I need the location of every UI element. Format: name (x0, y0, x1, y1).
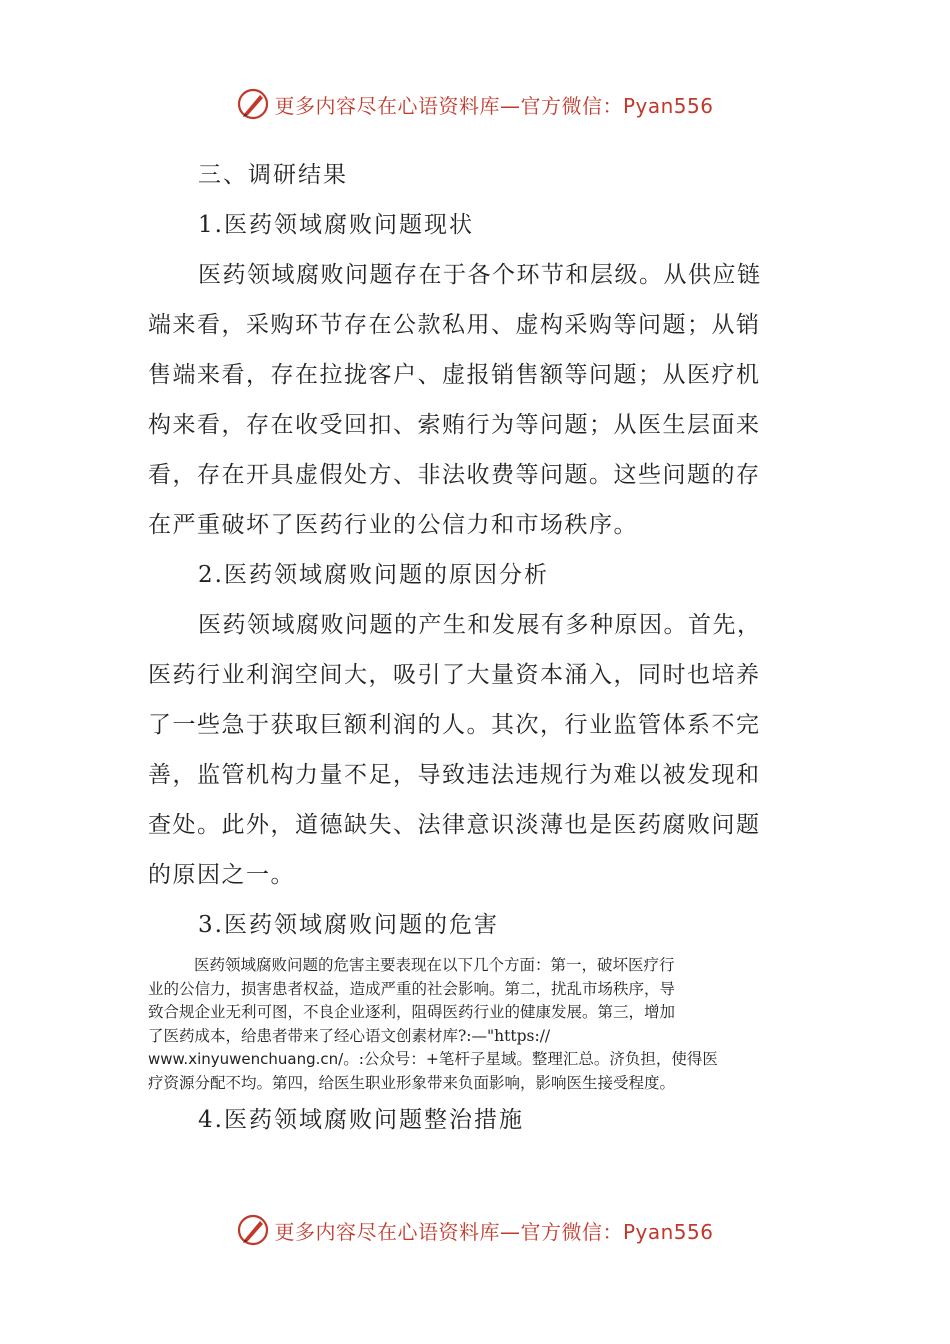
text-line: 医药领域腐败问题存在于各个环节和层级。从供应链 (198, 262, 762, 288)
text-fragment: 。:公众号：+笔杆子星域。整理汇总。济负担，使得医 (343, 1050, 718, 1068)
paragraph-status (148, 250, 788, 550)
text-line: 售端来看，存在拉拢客户、虚报销售额等问题；从医疗机 (148, 362, 761, 388)
footer-banner-text: 更多内容尽在心语资料库—官方微信：Pyan556 (274, 1219, 714, 1244)
subsection-title-2: 2.医药领域腐败问题的原因分析 (198, 562, 549, 588)
text-line (148, 1048, 788, 1072)
text-line: 业的公信力，损害患者权益，造成严重的社会影响。第二，扰乱市场秩序，导 (148, 979, 676, 998)
subsection-title-4: 4.医药领域腐败问题整治措施 (198, 1107, 524, 1133)
subsection-title-1: 1.医药领域腐败问题现状 (198, 212, 474, 238)
text-line: 查处。此外，道德缺失、法律意识淡薄也是医药腐败问题 (148, 812, 761, 838)
text-line: 善，监管机构力量不足，导致违法违规行为难以被发现和 (148, 762, 761, 788)
text-line: 医药行业利润空间大，吸引了大量资本涌入，同时也培养 (148, 662, 761, 688)
subsection-title-3: 3.医药领域腐败问题的危害 (198, 912, 499, 938)
section-title: 三、调研结果 (198, 162, 348, 188)
text-line: 医药领域腐败问题的产生和发展有多种原因。首先， (198, 612, 762, 638)
text-line: 在严重破坏了医药行业的公信力和市场秩序。 (148, 512, 638, 538)
text-line: 了医药成本，给患者带来了经心语文创素材库?:—"https:// (148, 1026, 551, 1045)
paragraph-causes (148, 600, 788, 900)
text-line: 医药领域腐败问题的危害主要表现在以下几个方面：第一，破坏医疗行 (194, 956, 675, 974)
text-line: 构来看，存在收受回扣、索贿行为等问题；从医生层面来 (148, 412, 761, 438)
document-body (148, 150, 788, 1145)
text-line: 致合规企业无利可图，不良企业逐利，阻碍医药行业的健康发展。第三，增加 (148, 1003, 676, 1021)
text-line: 了一些急于获取巨额利润的人。其次，行业监管体系不完 (148, 712, 761, 738)
header-banner-text: 更多内容尽在心语资料库—官方微信：Pyan556 (274, 93, 714, 118)
text-line: 疗资源分配不均。第四，给医生职业形象带来负面影响，影响医生接受程度。 (148, 1073, 676, 1092)
header-banner (0, 82, 950, 126)
website-url: www.xinyuwenchuang.cn/ (148, 1050, 344, 1068)
pen-circle-logo-icon (236, 1213, 270, 1247)
pen-circle-logo-icon (236, 87, 270, 121)
text-line: 看，存在开具虚假处方、非法收费等问题。这些问题的存 (148, 462, 761, 488)
text-line: 的原因之一。 (148, 862, 295, 888)
footer-banner (0, 1208, 950, 1252)
text-line: 端来看，采购环节存在公款私用、虚构采购等问题；从销 (148, 312, 761, 338)
paragraph-harms (148, 950, 788, 1095)
